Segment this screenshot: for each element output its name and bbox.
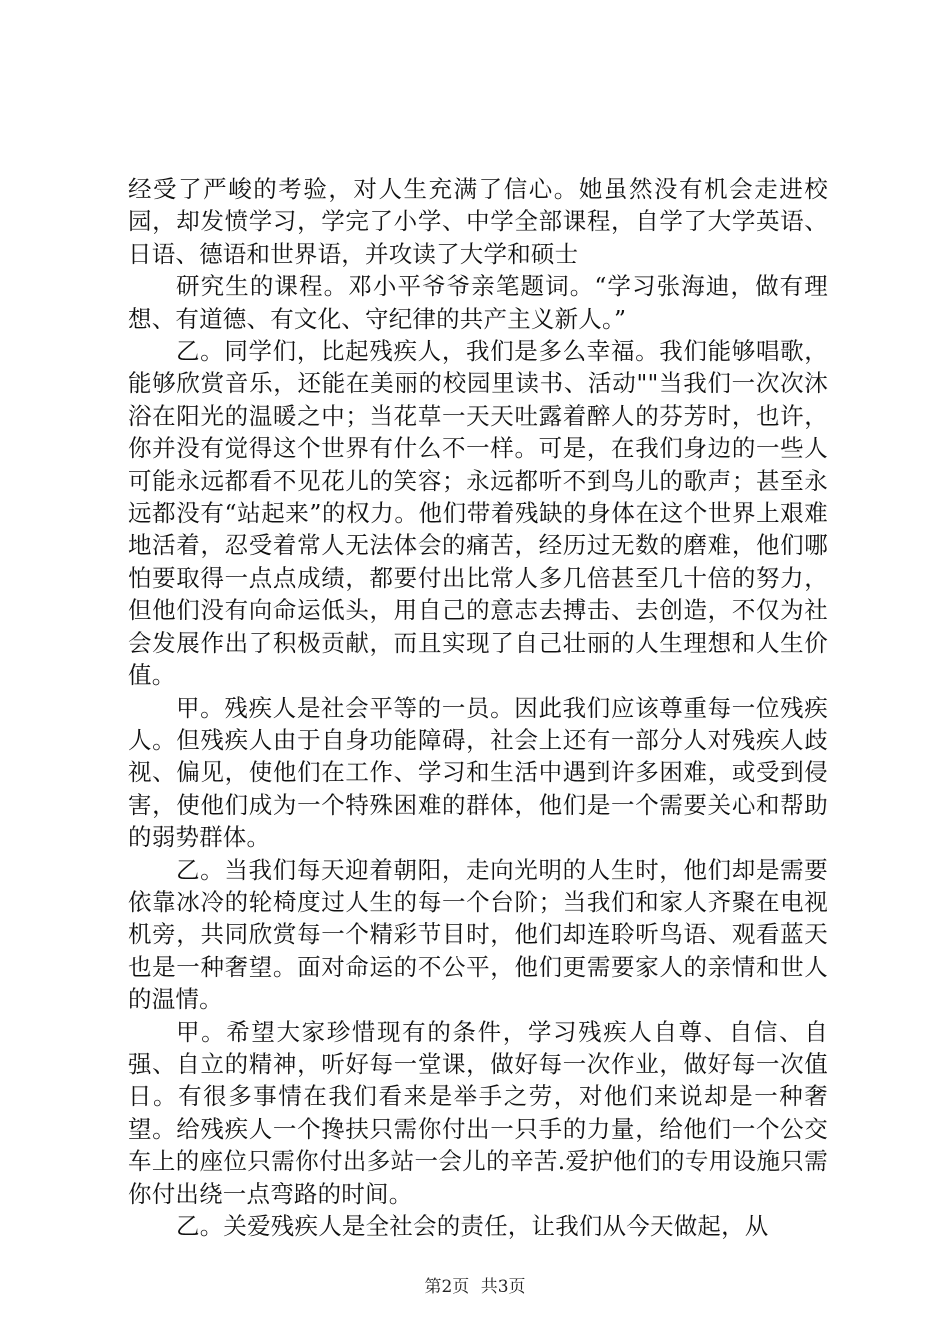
page-footer [0,1272,950,1297]
document-body [128,173,828,1242]
paragraph-truncated: 乙。关爱残疾人是全社会的责任，让我们从今天做起，从 [176,1212,769,1240]
page-total: 共3页 [480,1277,526,1297]
paragraph: 乙。同学们，比起残疾人，我们是多么幸福。我们能够唱歌，能够欣赏音乐，还能在美丽的校园里读书、活动""当我们一次次沐浴在阳光的温暖之中；当花草一天天吐露着醉人的芬芳时，也许，你并没有觉得这个世界有什么不一样。可是，在我们身边的一些人可能永远都看不见花儿的笑容；永远都听不到鸟儿的歌声；甚至永远都没有“站起来”的权力。他们带着残缺的身体在这个世界上艰难地活着，忍受着常人无法体会的痛苦，经历过无数的磨难，他们哪怕要取得一点点成绩，都要付出比常人多几倍甚至几十倍的努力，但他们没有向命运低头，用自己的意志去搏击、去创造，不仅为社会发展作出了积极贡献，而且实现了自己壮丽的人生理想和人生价值。 [128,337,828,690]
paragraph: 乙。当我们每天迎着朝阳，走向光明的人生时，他们却是需要依靠冰冷的轮椅度过人生的每一个台阶；当我们和家人齐聚在电视机旁，共同欣赏每一个精彩节目时，他们却连聆听鸟语、观看蓝天也是一种奢望。面对命运的不公平，他们更需要家人的亲情和世人的温情。 [128,855,828,1014]
page-number: 第2页 [424,1277,470,1297]
paragraph-continued: 经受了严峻的考验，对人生充满了信心。她虽然没有机会走进校园，却发愤学习，学完了小学、中学全部课程，自学了大学英语、日语、德语和世界语，并攻读了大学和硕士 [128,175,828,268]
paragraph: 研究生的课程。邓小平爷爷亲笔题词。“学习张海迪，做有理想、有道德、有文化、守纪律的共产主义新人。” [128,272,828,333]
paragraph: 甲。希望大家珍惜现有的条件，学习残疾人自尊、自信、自强、自立的精神，听好每一堂课，做好每一次作业，做好每一次值日。有很多事情在我们看来是举手之劳，对他们来说却是一种奢望。给残疾人一个搀扶只需你付出一只手的力量，给他们一个公交车上的座位只需你付出多站一会儿的辛苦.爱护他们的专用设施只需你付出绕一点弯路的时间。 [128,1017,828,1208]
paragraph: 甲。残疾人是社会平等的一员。因此我们应该尊重每一位残疾人。但残疾人由于自身功能障碍，社会上还有一部分人对残疾人歧视、偏见，使他们在工作、学习和生活中遇到许多困难，或受到侵害，使他们成为一个特殊困难的群体，他们是一个需要关心和帮助的弱势群体。 [128,693,828,852]
